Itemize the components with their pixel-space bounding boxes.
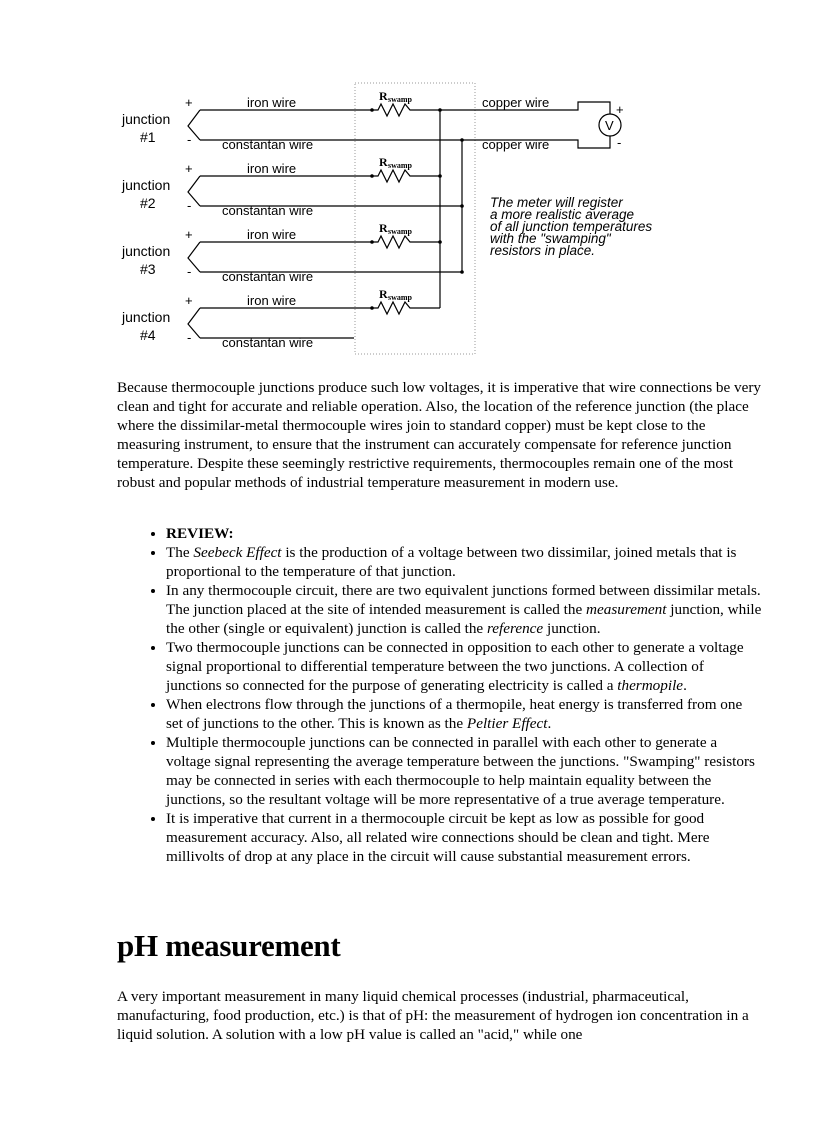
resistor-3-node bbox=[370, 240, 374, 244]
junction-1-number: #1 bbox=[140, 129, 156, 145]
note-line-5: resistors in place. bbox=[490, 243, 596, 258]
junction-1-group bbox=[121, 89, 462, 152]
resistor-2-sub: swamp bbox=[388, 161, 413, 170]
junction-4-iron-label: iron wire bbox=[247, 293, 297, 308]
resistor-4-zigzag bbox=[372, 302, 440, 314]
meter-note bbox=[490, 195, 652, 258]
resistor-3-zigzag bbox=[372, 236, 440, 248]
junction-3-group bbox=[121, 221, 462, 284]
note-line-3: of all junction temperatures bbox=[490, 219, 653, 234]
junction-2-iron-label: iron wire bbox=[247, 161, 297, 176]
copper-wire-top-label: copper wire bbox=[482, 95, 550, 110]
bus-node-5 bbox=[460, 204, 464, 208]
note-line-1: The meter will register bbox=[490, 195, 623, 210]
junction-3-iron-label: iron wire bbox=[247, 227, 297, 242]
resistor-1-sub: swamp bbox=[388, 95, 413, 104]
review-item-peltier bbox=[166, 695, 762, 733]
junction-3-constantan-label: constantan wire bbox=[222, 269, 314, 284]
review-item-junctions bbox=[166, 581, 762, 638]
junction-4-number: #4 bbox=[140, 327, 156, 343]
junction-3-label: junction bbox=[122, 243, 171, 259]
peltier-effect-term: Peltier Effect bbox=[466, 715, 548, 732]
resistor-1-zigzag bbox=[372, 104, 440, 116]
junction-4-group bbox=[121, 287, 440, 350]
note-line-4: with the "swamping" bbox=[490, 231, 611, 246]
resistor-2-zigzag bbox=[372, 170, 440, 182]
junction-3-number: #3 bbox=[140, 261, 156, 277]
review-item-1-text-a: The bbox=[166, 544, 194, 561]
thermocouple-parallel-circuit-diagram bbox=[110, 80, 710, 360]
review-heading-item bbox=[166, 524, 762, 543]
review-item-2-text-a: In any thermocouple circuit, there are two equivalent junctions formed between dissimilar metals. The junction placed at the site of intended measurement is called the bbox=[166, 582, 761, 618]
junction-1-constantan-label: constantan wire bbox=[222, 137, 314, 152]
voltmeter-minus: - bbox=[617, 135, 622, 150]
junction-2-constantan-label: constantan wire bbox=[222, 203, 314, 218]
reference-term: reference bbox=[486, 620, 544, 637]
voltmeter-plus: + bbox=[616, 102, 624, 117]
resistor-4-sub: swamp bbox=[388, 293, 413, 302]
resistor-1-r: R bbox=[379, 89, 388, 103]
review-item-seebeck bbox=[166, 543, 762, 581]
review-item-2-text-b: junction, while the other (single or equivalent) junction is called the bbox=[166, 601, 762, 637]
review-list bbox=[117, 524, 762, 866]
resistor-1-node bbox=[370, 108, 374, 112]
junction-1-minus: - bbox=[187, 132, 192, 147]
copper-wire-bottom-label: copper wire bbox=[482, 137, 550, 152]
review-item-current: • It is imperative that current in a thermocouple circuit be kept as low as possible for good measurement accuracy. Also, all related wire connections should be clean and tight. Mere millivolts of drop at any place in the circuit will cause substantial measurement errors. bbox=[166, 809, 762, 866]
junction-4-label: junction bbox=[122, 309, 171, 325]
bus-node-2 bbox=[438, 174, 442, 178]
junction-4-constantan-label: constantan wire bbox=[222, 335, 314, 350]
review-heading: REVIEW: bbox=[166, 525, 234, 542]
junction-1-label: junction bbox=[122, 111, 171, 127]
junction-4-plus: + bbox=[185, 293, 193, 308]
resistor-3-r: R bbox=[379, 221, 388, 235]
review-item-4-text-b: . bbox=[547, 715, 552, 732]
junction-4-minus: - bbox=[187, 330, 192, 345]
junction-3-minus: - bbox=[187, 264, 192, 279]
review-item-2-text-c: junction. bbox=[543, 620, 601, 637]
review-item-3-text-a: Two thermocouple junctions can be connected in opposition to each other to generate a voltage signal proportional to differential temperature between the two junctions. A collection of junctions so connected for the purpose of generating electricity is called a bbox=[166, 639, 744, 694]
junction-2-group bbox=[121, 155, 462, 218]
section-heading-ph-measurement: pH measurement bbox=[117, 928, 341, 963]
review-item-parallel: • Multiple thermocouple junctions can be connected in parallel with each other to generate a voltage signal representing the average temperature between the junctions. "Swamping" resistors may be connected in series with each thermocouple to help maintain equality between the junctions, so the resultant voltage will be more representative of a true average temperature. bbox=[166, 733, 762, 809]
thermocouple-connections-paragraph: Because thermocouple junctions produce such low voltages, it is imperative that wire connections be very clean and tight for accurate and reliable operation. Also, the location of the reference junction (the place where the dissimilar-metal thermocouple wires join to standard copper) must be kept close to the measuring instrument, to ensure that the instrument can accurately compensate for reference junction temperature. Despite these seemingly restrictive requirements, thermocouples remain one of the most robust and popular methods of industrial temperature measurement in modern use. bbox=[117, 379, 762, 491]
resistor-4-r: R bbox=[379, 287, 388, 301]
junction-1-iron-label: iron wire bbox=[247, 95, 297, 110]
resistor-4-node bbox=[370, 306, 374, 310]
bus-node-6 bbox=[460, 270, 464, 274]
junction-2-label: junction bbox=[122, 177, 171, 193]
measurement-term: measurement bbox=[586, 601, 667, 618]
junction-2-number: #2 bbox=[140, 195, 156, 211]
bus-node-3 bbox=[438, 240, 442, 244]
review-item-4-text-a: When electrons flow through the junctions of a thermopile, heat energy is transferred from one set of junctions to the other. This is known as the bbox=[166, 696, 743, 732]
note-line-2: a more realistic average bbox=[490, 207, 635, 222]
ph-intro-paragraph: A very important measurement in many liquid chemical processes (industrial, pharmaceutical, manufacturing, food production, etc.) is that of pH: the measurement of hydrogen ion concentration in a liquid solution. A solution with a low pH value is called an "acid," while one bbox=[117, 988, 749, 1043]
seebeck-effect-term: Seebeck Effect bbox=[193, 544, 282, 561]
review-item-thermopile bbox=[166, 638, 762, 695]
resistor-2-node bbox=[370, 174, 374, 178]
reference-junction-boundary bbox=[355, 83, 475, 354]
review-item-3-text-b: . bbox=[683, 677, 687, 694]
junction-2-plus: + bbox=[185, 161, 193, 176]
resistor-2-r: R bbox=[379, 155, 388, 169]
resistor-3-sub: swamp bbox=[388, 227, 413, 236]
voltmeter-label: V bbox=[605, 118, 614, 133]
junction-1-plus: + bbox=[185, 95, 193, 110]
review-item-1-text-b: is the production of a voltage between two dissimilar, joined metals that is proportional to the temperature of that junction. bbox=[166, 544, 737, 580]
review-section bbox=[117, 524, 762, 866]
thermopile-term: thermopile bbox=[617, 677, 684, 694]
junction-2-minus: - bbox=[187, 198, 192, 213]
junction-3-plus: + bbox=[185, 227, 193, 242]
